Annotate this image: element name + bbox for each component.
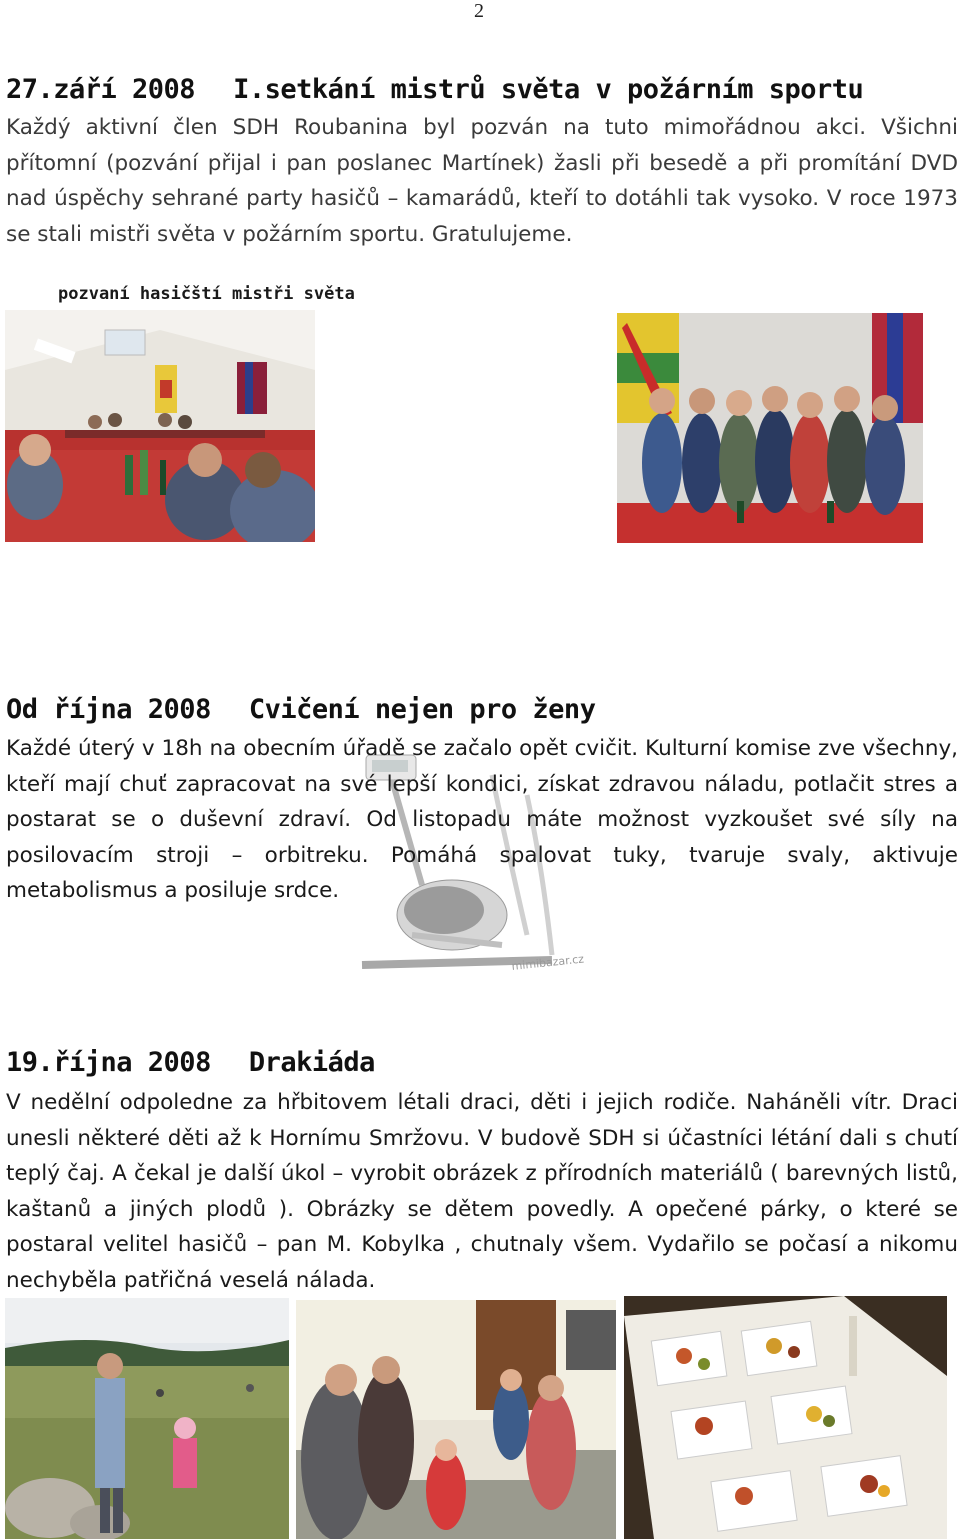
photo-leaf-pictures [624,1296,947,1539]
section-title: Drakiáda [248,1047,375,1078]
section-text-meeting: Každý aktivní člen SDH Roubanina byl pozván na tuto mimořádnou akci. Všichni přítomní (pozvání přijal i pan poslanec Martínek) žasli při besedě a při promítání DVD nad úspěchy sehrané party hasičů – kamarádů, kteří to dotáhli tak vysoko. V roce 1973 se stali mistři světa v požárním sportu. Gratulujeme. [6,115,958,247]
photo-craft-workshop [296,1300,616,1539]
section-date: 19.října 2008 [6,1047,211,1078]
section-title: Cvičení nejen pro ženy [248,694,596,725]
section-date: Od října 2008 [6,694,211,725]
watermark-text: mimibazar.cz [510,952,585,973]
section-text-kites: V nedělní odpoledne za hřbitovem létali draci, děti i jejich rodiče. Naháněli vítr. Draci unesli některé děti až k Hornímu Smržovu. V budově SDH si účastníci létání dali s chutí teplý čaj. A čekal je další úkol – vyrobit obrázek z přírodních materiálů ( barevných listů, kaštanů a jiných plodů ). Obrázky se dětem povedly. A opečené párky, o které se postaral velitel hasičů – pan M. Kobylka , chutnaly všem. Vydařilo se počasí a nikomu nechyběla patřičná veselá nálada. [6,1090,958,1293]
page-number: 2 [474,0,484,22]
photo-world-champions [617,313,923,543]
section-heading-exercise [6,694,595,725]
section-heading-meeting [6,74,863,105]
section-heading-kites [6,1047,375,1078]
photo-caption: pozvaní hasičští mistři světa [58,284,355,304]
photo-meeting-hall [5,310,315,542]
section-date: 27.září 2008 [6,74,196,105]
section-text-exercise: Každé úterý v 18h na obecním úřadě se začalo opět cvičit. Kulturní komise zve všechny, kteří mají chuť zapracovat na své lepší kondici, získat zdravou náladu, potlačit stres a postarat se o duševní zdraví. Od listopadu máte možnost vyzkoušet své síly na posilovacím stroji – orbitreku. Pomáhá spalovat tuky, tvaruje svaly, aktivuje metabolismus a posiluje srdce. [6,736,958,903]
section-title: I.setkání mistrů světa v požárním sportu [233,74,864,105]
photo-kite-field [5,1298,289,1539]
